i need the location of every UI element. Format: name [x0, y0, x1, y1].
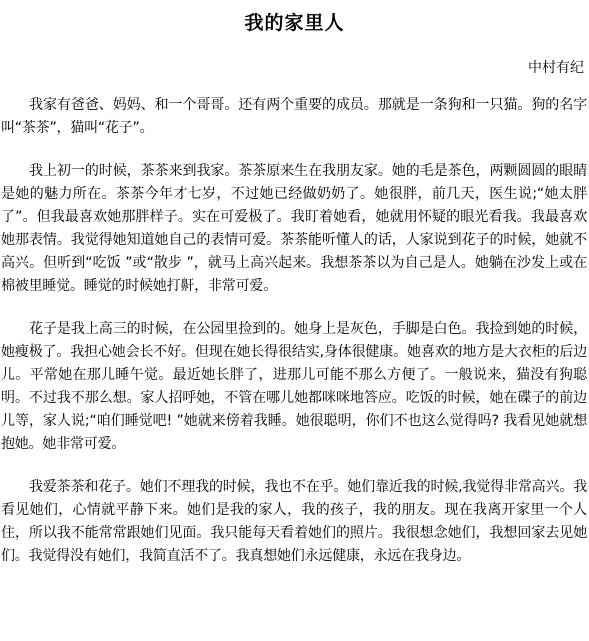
paragraph-3: 花子是我上高三的时候，在公园里捡到的。她身上是灰色，手脚是白色。我捡到她的时候，她瘦极了。我担心她会长不好。但现在她长得很结实,身体很健康。她喜欢的地方是大衣柜的后边儿。平常她在那儿睡午觉。最近她长胖了，进那儿可能不那么方便了。一般说来，猫没有狗聪明。不过我不那么想。家人招呼她，不管在哪儿她都咪咪地答应。吃饭的时候，她在碟子的前边儿等，家人说;“咱们睡觉吧! ”她就来傍着我睡。她很聪明，你们不也这么觉得吗? 我看见她就想抱她。她非常可爱。: [1, 321, 587, 452]
paragraph-2: 我上初一的时候，茶茶来到我家。茶茶原来生在我朋友家。她的毛是茶色，两颗圆圆的眼睛是她的魅力所在。茶茶今年才七岁，不过她已经做奶奶了。她很胖，前几天，医生说;“她太胖了”。但我最喜欢她那胖样子。实在可爱极了。我盯着她看，她就用怀疑的眼光看我。我最喜欢她那表情。我觉得她知道她自己的表情可爱。茶茶能听懂人的话，人家说到花子的时候，她就不高兴。但听到“吃饭 ”或“散步 ”，就马上高兴起来。我想茶茶以为自己是人。她躺在沙发上或在棉被里睡觉。睡觉的时候她打鼾，非常可爱。: [1, 163, 587, 294]
author-name: 中村有纪: [528, 60, 584, 76]
document-title: 我的家里人: [244, 12, 345, 34]
paragraph-4: 我爱茶茶和花子。她们不理我的时候，我也不在乎。她们靠近我的时候,我觉得非常高兴。我看见她们，心情就平静下来。她们是我的家人，我的孩子，我的朋友。现在我离开家里一个人住，所以我不能常常跟她们见面。我只能每天看着她们的照片。我很想念她们，我想回家去见她们。我觉得没有她们，我简直活不了。我真想她们永远健康，永远在我身边。: [1, 479, 587, 564]
paragraph-1: 我家有爸爸、妈妈、和一个哥哥。还有两个重要的成员。那就是一条狗和一只猫。狗的名字叫“茶茶”，猫叫“花子”。: [1, 97, 587, 136]
document-body: [1, 94, 587, 588]
